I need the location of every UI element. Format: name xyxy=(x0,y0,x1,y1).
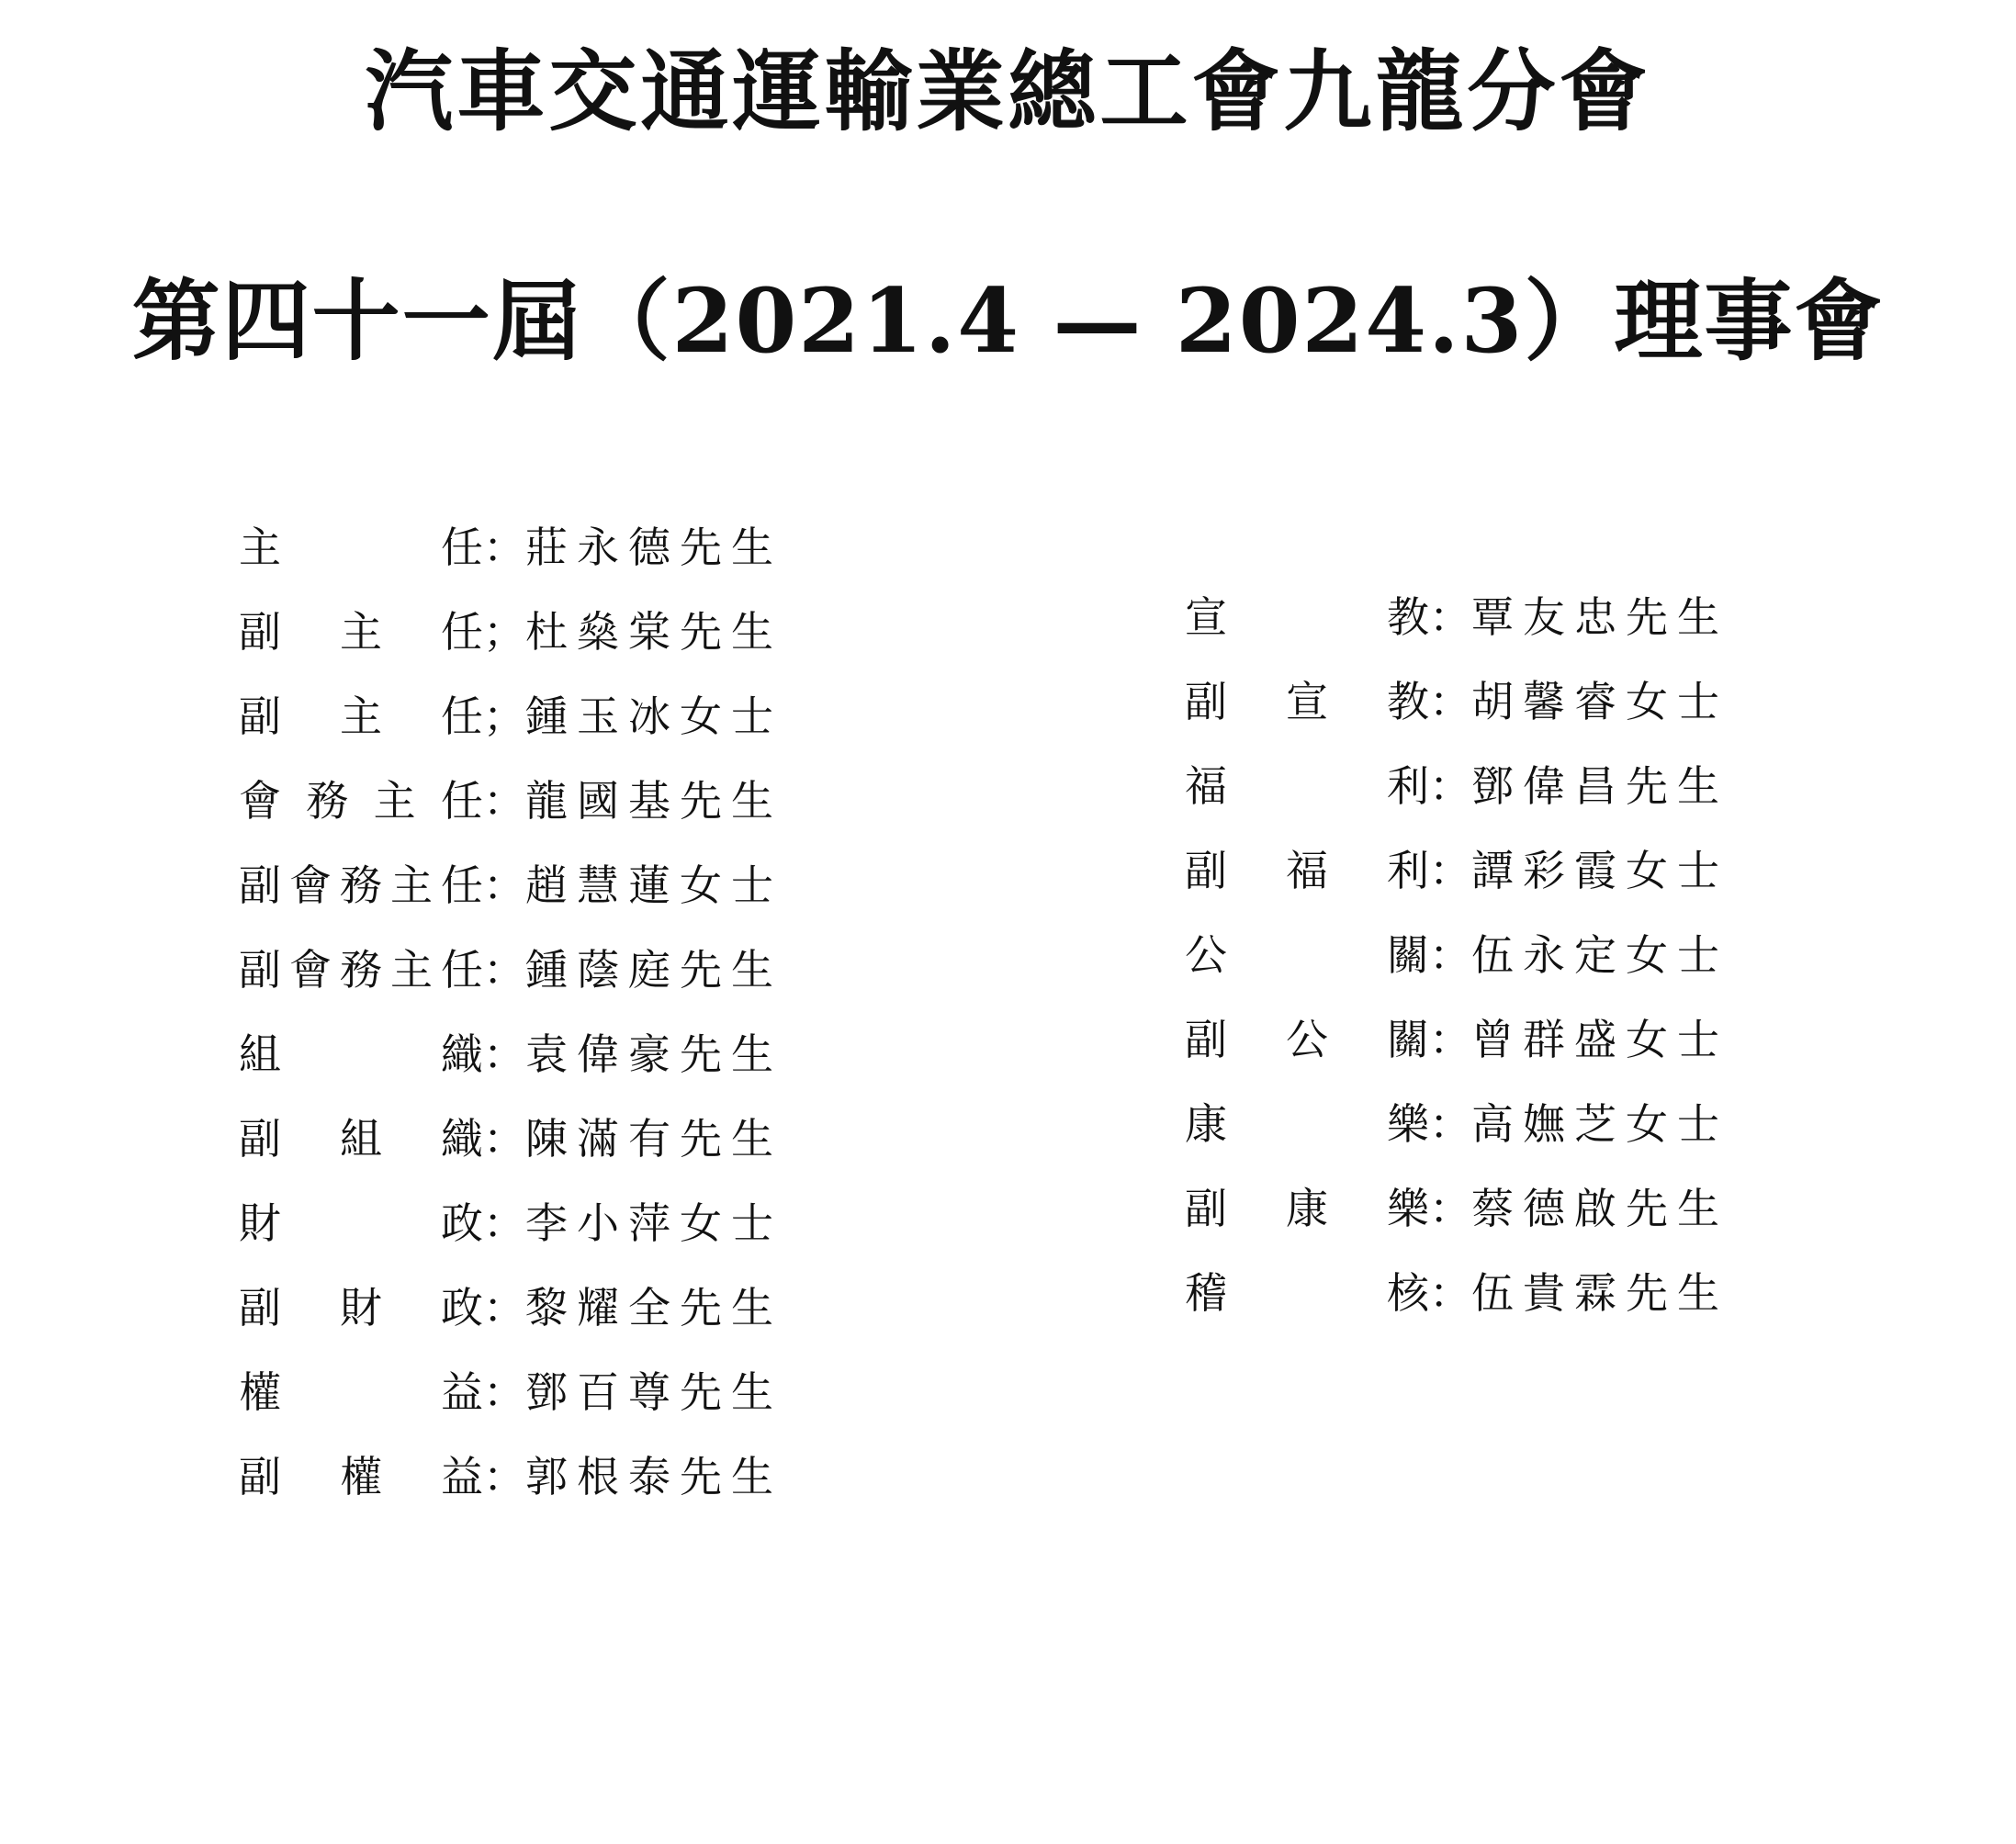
role-char: 織 xyxy=(441,1114,483,1164)
role-char: 織 xyxy=(441,1029,483,1079)
role-char: 樂 xyxy=(1387,1099,1429,1149)
role-char: 副 xyxy=(1185,1015,1227,1064)
member-role xyxy=(239,1265,483,1350)
role-char: 關 xyxy=(1387,930,1429,980)
member-name: 伍永定女士 xyxy=(1471,930,1729,980)
role-char: 副 xyxy=(239,945,281,995)
member-row xyxy=(239,928,783,1012)
role-char: 宣 xyxy=(1286,677,1328,726)
member-role xyxy=(1185,1166,1429,1251)
member-row xyxy=(1185,659,1729,744)
role-char: 主 xyxy=(340,607,382,657)
member-row xyxy=(239,1265,783,1350)
role-char: 任 xyxy=(441,607,483,657)
member-row xyxy=(1185,828,1729,913)
role-char: 權 xyxy=(239,1367,281,1417)
member-row xyxy=(239,1350,783,1434)
role-char: 教 xyxy=(1387,592,1429,642)
member-row xyxy=(1185,1166,1729,1251)
member-role xyxy=(239,505,483,590)
member-name: 胡馨睿女士 xyxy=(1471,677,1729,726)
role-separator: ； xyxy=(483,607,525,657)
role-separator: ： xyxy=(1429,1015,1471,1064)
role-char: 任 xyxy=(441,523,483,572)
role-separator: ： xyxy=(1429,1184,1471,1233)
member-name: 陳滿有先生 xyxy=(525,1114,783,1164)
role-separator: ： xyxy=(483,1029,525,1079)
member-role xyxy=(1185,575,1429,659)
member-name: 李小萍女士 xyxy=(525,1198,783,1248)
member-name: 鄧百尊先生 xyxy=(525,1367,783,1417)
member-row xyxy=(1185,997,1729,1082)
page-subtitle: 第四十一屆（2021.4 — 2024.3）理事會 xyxy=(131,269,1885,373)
member-row xyxy=(1185,575,1729,659)
role-char: 樂 xyxy=(1387,1184,1429,1233)
member-name: 覃友忠先生 xyxy=(1471,592,1729,642)
role-char: 副 xyxy=(1185,677,1227,726)
member-name: 蔡德啟先生 xyxy=(1471,1184,1729,1233)
role-char: 務 xyxy=(340,945,382,995)
role-char: 公 xyxy=(1286,1015,1328,1064)
right-member-list xyxy=(1185,575,1729,1335)
role-char: 組 xyxy=(340,1114,382,1164)
role-char: 副 xyxy=(239,1283,281,1332)
role-separator: ： xyxy=(1429,1099,1471,1149)
member-name: 伍貴霖先生 xyxy=(1471,1268,1729,1318)
role-char: 關 xyxy=(1387,1015,1429,1064)
role-separator: ： xyxy=(1429,846,1471,895)
role-char: 副 xyxy=(239,1114,281,1164)
role-char: 主 xyxy=(340,692,382,741)
member-row xyxy=(239,1434,783,1519)
role-separator: ： xyxy=(483,945,525,995)
role-char: 康 xyxy=(1185,1099,1227,1149)
role-char: 副 xyxy=(239,1452,281,1501)
role-separator: ： xyxy=(1429,1268,1471,1318)
member-row xyxy=(239,590,783,674)
role-separator: ： xyxy=(1429,677,1471,726)
member-role xyxy=(1185,1082,1429,1166)
role-separator: ： xyxy=(483,1114,525,1164)
role-char: 組 xyxy=(239,1029,281,1079)
role-separator: ： xyxy=(1429,592,1471,642)
member-name: 黎耀全先生 xyxy=(525,1283,783,1332)
role-char: 福 xyxy=(1185,761,1227,811)
member-role xyxy=(239,1096,483,1181)
member-name: 杜燊棠先生 xyxy=(525,607,783,657)
role-char: 主 xyxy=(373,776,416,826)
member-role xyxy=(239,590,483,674)
role-separator: ： xyxy=(483,1283,525,1332)
member-role xyxy=(1185,913,1429,997)
role-separator: ： xyxy=(1429,930,1471,980)
role-char: 務 xyxy=(306,776,349,826)
role-char: 政 xyxy=(441,1283,483,1332)
role-char: 副 xyxy=(239,692,281,741)
member-role xyxy=(239,1012,483,1096)
member-row xyxy=(1185,1251,1729,1335)
member-row xyxy=(1185,913,1729,997)
page-title: 汽車交通運輸業總工會九龍分會 xyxy=(365,39,1651,143)
member-row xyxy=(239,843,783,928)
role-char: 利 xyxy=(1387,761,1429,811)
role-char: 核 xyxy=(1387,1268,1429,1318)
left-member-list xyxy=(239,505,783,1519)
member-role xyxy=(1185,744,1429,828)
role-separator: ： xyxy=(483,776,525,826)
role-separator: ： xyxy=(1429,761,1471,811)
member-row xyxy=(239,1012,783,1096)
role-char: 副 xyxy=(239,607,281,657)
member-row xyxy=(1185,744,1729,828)
role-char: 任 xyxy=(441,860,483,910)
role-char: 會 xyxy=(289,860,332,910)
role-char: 主 xyxy=(390,945,433,995)
member-name: 曾群盛女士 xyxy=(1471,1015,1729,1064)
member-name: 譚彩霞女士 xyxy=(1471,846,1729,895)
member-role xyxy=(1185,1251,1429,1335)
role-char: 會 xyxy=(239,776,281,826)
role-char: 權 xyxy=(340,1452,382,1501)
member-role xyxy=(239,1434,483,1519)
role-char: 益 xyxy=(441,1452,483,1501)
role-separator: ： xyxy=(483,523,525,572)
role-char: 利 xyxy=(1387,846,1429,895)
role-char: 教 xyxy=(1387,677,1429,726)
role-separator: ： xyxy=(483,1367,525,1417)
member-row xyxy=(239,759,783,843)
member-name: 龍國基先生 xyxy=(525,776,783,826)
member-role xyxy=(239,928,483,1012)
member-name: 鍾蔭庭先生 xyxy=(525,945,783,995)
member-role xyxy=(1185,997,1429,1082)
member-row xyxy=(239,1181,783,1265)
role-char: 益 xyxy=(441,1367,483,1417)
role-separator: ： xyxy=(483,1452,525,1501)
role-char: 財 xyxy=(340,1283,382,1332)
role-char: 財 xyxy=(239,1198,281,1248)
member-role xyxy=(239,759,483,843)
member-role xyxy=(239,674,483,759)
role-char: 公 xyxy=(1185,930,1227,980)
member-name: 鍾玉冰女士 xyxy=(525,692,783,741)
member-role xyxy=(239,843,483,928)
role-char: 任 xyxy=(440,776,483,826)
role-char: 福 xyxy=(1286,846,1328,895)
role-char: 任 xyxy=(441,945,483,995)
role-char: 康 xyxy=(1286,1184,1328,1233)
member-role xyxy=(1185,659,1429,744)
member-name: 袁偉豪先生 xyxy=(525,1029,783,1079)
role-char: 主 xyxy=(239,523,281,572)
member-name: 高嫵芝女士 xyxy=(1471,1099,1729,1149)
role-char: 務 xyxy=(340,860,382,910)
member-row xyxy=(239,1096,783,1181)
member-role xyxy=(239,1350,483,1434)
member-name: 莊永德先生 xyxy=(525,523,783,572)
role-char: 任 xyxy=(441,692,483,741)
role-separator: ； xyxy=(483,692,525,741)
role-separator: ： xyxy=(483,860,525,910)
role-char: 政 xyxy=(441,1198,483,1248)
role-char: 副 xyxy=(239,860,281,910)
role-char: 副 xyxy=(1185,846,1227,895)
role-char: 會 xyxy=(289,945,332,995)
member-role xyxy=(239,1181,483,1265)
member-name: 鄧偉昌先生 xyxy=(1471,761,1729,811)
member-name: 郭根泰先生 xyxy=(525,1452,783,1501)
role-char: 副 xyxy=(1185,1184,1227,1233)
role-char: 稽 xyxy=(1185,1268,1227,1318)
member-row xyxy=(1185,1082,1729,1166)
role-separator: ： xyxy=(483,1198,525,1248)
member-row xyxy=(239,505,783,590)
role-char: 主 xyxy=(390,860,433,910)
role-char: 宣 xyxy=(1185,592,1227,642)
member-name: 趙慧蓮女士 xyxy=(525,860,783,910)
member-row xyxy=(239,674,783,759)
member-role xyxy=(1185,828,1429,913)
